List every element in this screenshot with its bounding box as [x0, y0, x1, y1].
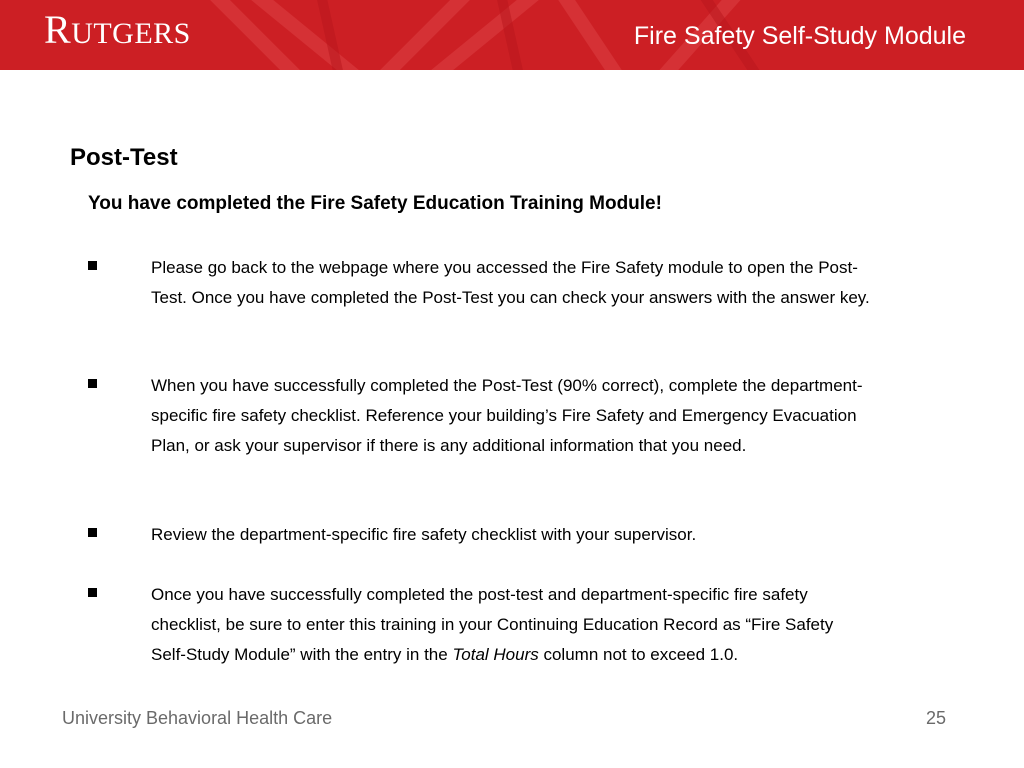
total-hours-term: Total Hours — [452, 645, 539, 664]
square-bullet-icon — [88, 528, 97, 537]
bullet-text-part: column not to exceed 1.0. — [538, 645, 739, 664]
square-bullet-icon — [88, 261, 97, 270]
bullet-text: Please go back to the webpage where you accessed the Fire Safety module to open the Post-Test. Once you have completed the Post-Test you can check your answers with the answer key. — [151, 258, 870, 307]
rutgers-logo[interactable]: RUTGERS — [44, 7, 191, 52]
footer-organization: University Behavioral Health Care — [62, 708, 333, 728]
square-bullet-icon — [88, 588, 97, 597]
completion-message: You have completed the Fire Safety Education Training Module! — [88, 193, 662, 214]
bullet-text: Review the department-specific fire safety checklist with your supervisor. — [151, 525, 697, 544]
bullet-text — [151, 580, 871, 670]
bullet-text: When you have successfully completed the Post-Test (90% correct), complete the department-specific fire safety checklist. Reference your building’s Fire Safety and Emergency Evacuation Plan, or ask your supervisor if there is any additional information that you need. — [151, 376, 863, 455]
square-bullet-icon — [88, 379, 97, 388]
bullet-text-part: Once you have successfully completed the post-test and department-specific fire safety checklist, be sure to enter this training in your Continuing Education Record as “Fire Safety Self-Study Module” with the entry in the — [151, 585, 834, 664]
page-title: Post-Test — [70, 144, 178, 171]
page-number: 25 — [925, 708, 946, 728]
header-banner — [0, 0, 1024, 70]
module-title: Fire Safety Self-Study Module — [633, 22, 966, 50]
